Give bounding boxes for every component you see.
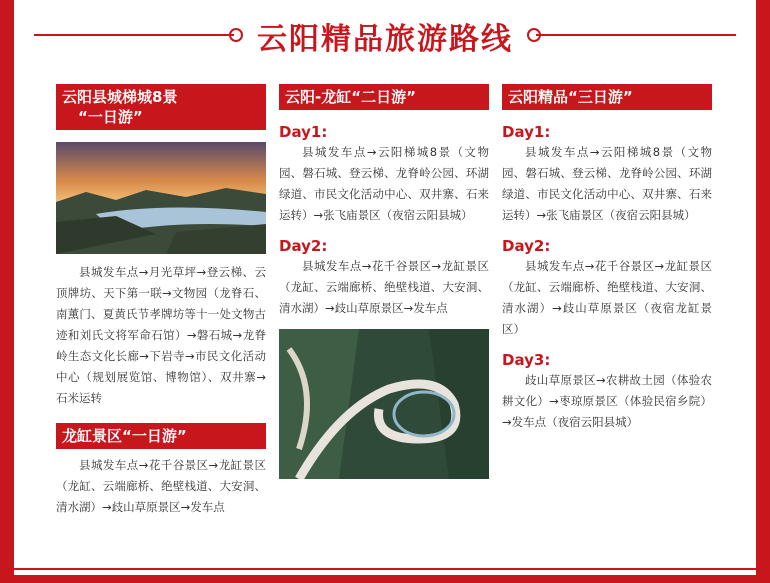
skywalk-aerial-photo <box>279 329 489 479</box>
route-description-longgang: 县城发车点→花千谷景区→龙缸景区（龙缸、云端廊桥、绝壁栈道、大安洞、清水湖）→歧山草原景区→发车点 <box>56 458 266 514</box>
route-banner-longgang: 龙缸景区“一日游” <box>56 423 266 449</box>
day-description: 县城发车点→云阳梯城8景（文物园、磐石城、登云梯、龙脊岭公园、环湖绿道、市民文化活动中心、双井寨、石来运转）→张飞庙景区（夜宿云阳县城） <box>279 145 489 222</box>
route-banner <box>56 84 266 130</box>
content-panel <box>14 0 756 575</box>
page-title: 云阳精品旅游路线 <box>257 22 513 57</box>
day-label: Day3: <box>502 351 551 369</box>
bottom-rule <box>14 568 756 570</box>
day-label: Day2: <box>502 237 551 255</box>
day-description: 县城发车点→花千谷景区→龙缸景区（龙缸、云端廊桥、绝壁栈道、大安洞、清水湖）→歧山草原景区（夜宿龙缸景区） <box>502 259 712 336</box>
route-banner: 云阳精品“三日游” <box>502 84 712 110</box>
banner-line-1: 云阳县城梯城8景 <box>62 88 178 106</box>
day-description: 歧山草原景区→农耕故土园（体验农耕文化）→枣琼原景区（体验民宿乡院）→发车点（夜宿云阳县城） <box>502 373 712 429</box>
route-description: 县城发车点→月光草坪→登云梯、云顶牌坊、天下第一联→文物园（龙脊石、南薰门、夏黄氏节孝牌坊等十一处文物古迹和刘氏文将军命石馆）→磐石城→龙脊岭生态文化长廊→下岩寺→市民文化活动中心（规划展览馆、博物馆）、双井寨→石米运转 <box>56 265 266 405</box>
city-river-sunset-photo <box>56 142 266 254</box>
day-description: 县城发车点→花千谷景区→龙缸景区（龙缸、云端廊桥、绝壁栈道、大安洞、清水湖）→歧山草原景区→发车点 <box>279 259 489 315</box>
banner-line-2: “一日游” <box>78 108 143 126</box>
column-three-day <box>502 84 712 433</box>
column-two-day <box>279 84 489 479</box>
day-description: 县城发车点→云阳梯城8景（文物园、磐石城、登云梯、龙脊岭公园、环湖绿道、市民文化活动中心、双井寨、石来运转）→张飞庙景区（夜宿云阳县城） <box>502 145 712 222</box>
column-one-day-city <box>56 84 266 518</box>
day-label: Day2: <box>279 237 328 255</box>
title-area <box>14 10 756 60</box>
route-banner: 云阳-龙缸“二日游” <box>279 84 489 110</box>
day-label: Day1: <box>279 123 328 141</box>
day-label: Day1: <box>502 123 551 141</box>
